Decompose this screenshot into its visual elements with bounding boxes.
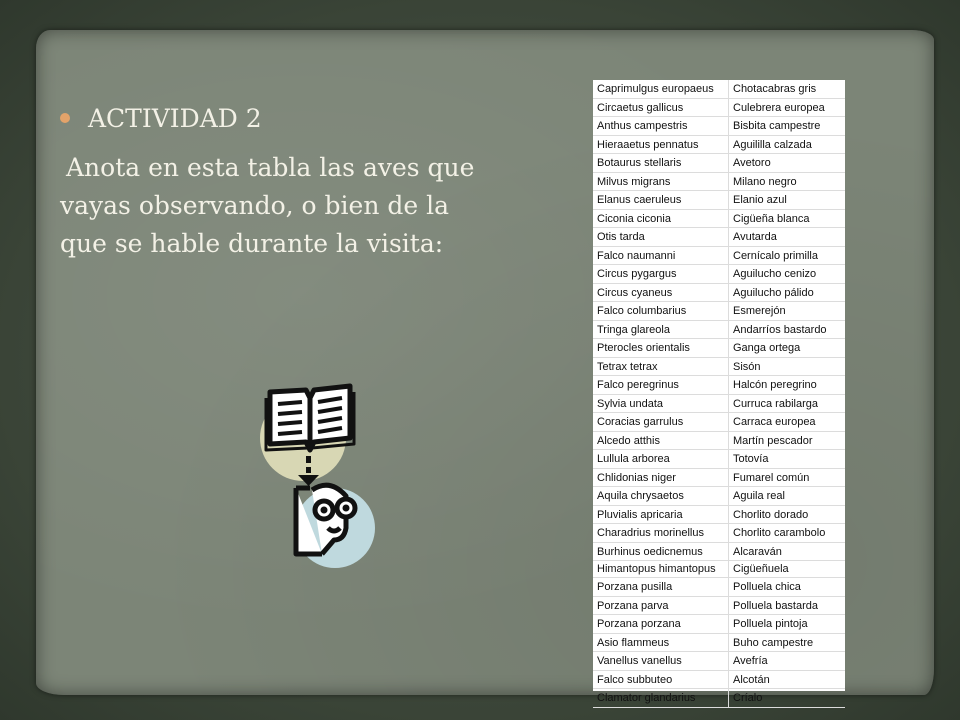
common-name-cell: Halcón peregrino	[733, 379, 817, 391]
common-name-cell: Aguilucho cenizo	[733, 268, 817, 280]
scientific-name-cell: Himantopus himantopus	[593, 561, 729, 577]
table-row	[593, 615, 845, 634]
scientific-name-cell: Elanus caeruleus	[593, 191, 729, 209]
common-name-cell: Cigüeña blanca	[733, 212, 810, 225]
common-name-cell: Martín pescador	[733, 434, 813, 447]
common-name-cell: Alcotán	[733, 673, 770, 686]
table-row	[593, 210, 845, 229]
instruction-line-3: que se hable durante la visita:	[60, 229, 444, 258]
common-name-cell: Culebrera europea	[733, 101, 825, 114]
common-name-cell: Chotacabras gris	[733, 83, 817, 95]
scientific-name-cell: Vanellus vanellus	[593, 652, 729, 670]
common-name-cell: Polluela pintoja	[733, 618, 808, 630]
table-row	[593, 99, 845, 118]
scientific-name-cell: Aquila chrysaetos	[593, 487, 729, 505]
common-name-cell: Curruca rabilarga	[733, 397, 818, 410]
activity-title: ACTIVIDAD 2	[88, 103, 262, 133]
table-row	[593, 487, 845, 506]
table-row	[593, 506, 845, 525]
scientific-name-cell: Lullula arborea	[593, 450, 729, 468]
common-name-cell: Polluela bastarda	[733, 599, 819, 612]
common-name-cell: Bisbita campestre	[733, 120, 821, 132]
scientific-name-cell: Coracias garrulus	[593, 413, 729, 431]
common-name-cell: Cigüeñuela	[733, 563, 789, 575]
bullet-icon	[60, 113, 70, 123]
common-name-cell: Milano negro	[733, 175, 797, 188]
table-row	[593, 597, 845, 616]
table-row	[593, 284, 845, 303]
table-row	[593, 247, 845, 266]
common-name-cell: Cernícalo primilla	[733, 249, 818, 262]
table-row	[593, 358, 845, 377]
instruction-line-2: vayas observando, o bien de la	[60, 191, 450, 220]
scientific-name-cell: Clamator glandarius	[593, 689, 729, 707]
scientific-name-cell: Pluvialis apricaria	[593, 506, 729, 524]
table-row	[593, 671, 845, 690]
table-row	[593, 136, 845, 155]
table-row	[593, 543, 845, 562]
common-name-cell: Sisón	[733, 360, 761, 373]
scientific-name-cell: Falco naumanni	[593, 247, 729, 265]
common-name-cell: Fumarel común	[733, 471, 810, 484]
scientific-name-cell: Pterocles orientalis	[593, 339, 729, 357]
table-row	[593, 561, 845, 578]
table-row	[593, 191, 845, 210]
table-row	[593, 228, 845, 247]
common-name-cell: Chorlito carambolo	[733, 527, 826, 539]
scientific-name-cell: Circus pygargus	[593, 265, 729, 283]
table-row	[593, 339, 845, 358]
scientific-name-cell: Falco subbuteo	[593, 671, 729, 689]
common-name-cell: Polluela chica	[733, 581, 801, 593]
common-name-cell: Chorlito dorado	[733, 508, 809, 521]
table-row	[593, 117, 845, 136]
common-name-cell: Elanio azul	[733, 194, 787, 206]
table-row	[593, 302, 845, 321]
common-name-cell: Alcaraván	[733, 545, 782, 558]
common-name-cell: Aguila real	[733, 490, 785, 502]
birds-table	[593, 80, 845, 704]
scientific-name-cell: Ciconia ciconia	[593, 210, 729, 228]
scientific-name-cell: Anthus campestris	[593, 117, 729, 135]
common-name-cell: Carraca europea	[733, 416, 816, 428]
activity-title-line	[60, 100, 540, 136]
table-row	[593, 154, 845, 173]
scientific-name-cell: Charadrius morinellus	[593, 524, 729, 542]
common-name-cell: Andarríos bastardo	[733, 323, 827, 336]
scientific-name-cell: Botaurus stellaris	[593, 154, 729, 172]
book-to-observer-clipart	[258, 378, 382, 574]
scientific-name-cell: Alcedo atthis	[593, 432, 729, 450]
scientific-name-cell: Falco peregrinus	[593, 376, 729, 394]
scientific-name-cell: Tringa glareola	[593, 321, 729, 339]
scientific-name-cell: Porzana porzana	[593, 615, 729, 633]
scientific-name-cell: Milvus migrans	[593, 173, 729, 191]
table-row	[593, 450, 845, 469]
common-name-cell: Aguilucho pálido	[733, 286, 814, 299]
table-row	[593, 321, 845, 340]
scientific-name-cell: Chlidonias niger	[593, 469, 729, 487]
instruction-line-1: Anota en esta tabla las aves que	[66, 153, 475, 182]
common-name-cell: Totovía	[733, 453, 769, 465]
common-name-cell: Avutarda	[733, 231, 777, 243]
scientific-name-cell: Sylvia undata	[593, 395, 729, 413]
scientific-name-cell: Hieraaetus pennatus	[593, 136, 729, 154]
table-row	[593, 634, 845, 653]
scientific-name-cell: Tetrax tetrax	[593, 358, 729, 376]
activity-text	[60, 100, 540, 262]
scientific-name-cell: Burhinus oedicnemus	[593, 543, 729, 561]
common-name-cell: Esmerejón	[733, 305, 786, 317]
table-row	[593, 432, 845, 451]
scientific-name-cell: Falco columbarius	[593, 302, 729, 320]
table-row	[593, 413, 845, 432]
table-row	[593, 524, 845, 543]
scientific-name-cell: Circaetus gallicus	[593, 99, 729, 117]
common-name-cell: Avetoro	[733, 157, 771, 169]
common-name-cell: Ganga ortega	[733, 342, 801, 354]
table-row	[593, 376, 845, 395]
table-row	[593, 80, 845, 99]
table-row	[593, 689, 845, 708]
table-row	[593, 395, 845, 414]
scientific-name-cell: Porzana pusilla	[593, 578, 729, 596]
table-row	[593, 265, 845, 284]
common-name-cell: Aguililla calzada	[733, 138, 812, 151]
scientific-name-cell: Porzana parva	[593, 597, 729, 615]
table-row	[593, 652, 845, 671]
table-row	[593, 578, 845, 597]
table-row	[593, 173, 845, 192]
scientific-name-cell: Circus cyaneus	[593, 284, 729, 302]
scientific-name-cell: Otis tarda	[593, 228, 729, 246]
common-name-cell: Avefría	[733, 655, 768, 667]
scientific-name-cell: Caprimulgus europaeus	[593, 80, 729, 98]
common-name-cell: Buho campestre	[733, 636, 814, 649]
book-icon	[266, 386, 354, 450]
common-name-cell: Críalo	[733, 692, 763, 704]
table-row	[593, 469, 845, 488]
scientific-name-cell: Asio flammeus	[593, 634, 729, 652]
